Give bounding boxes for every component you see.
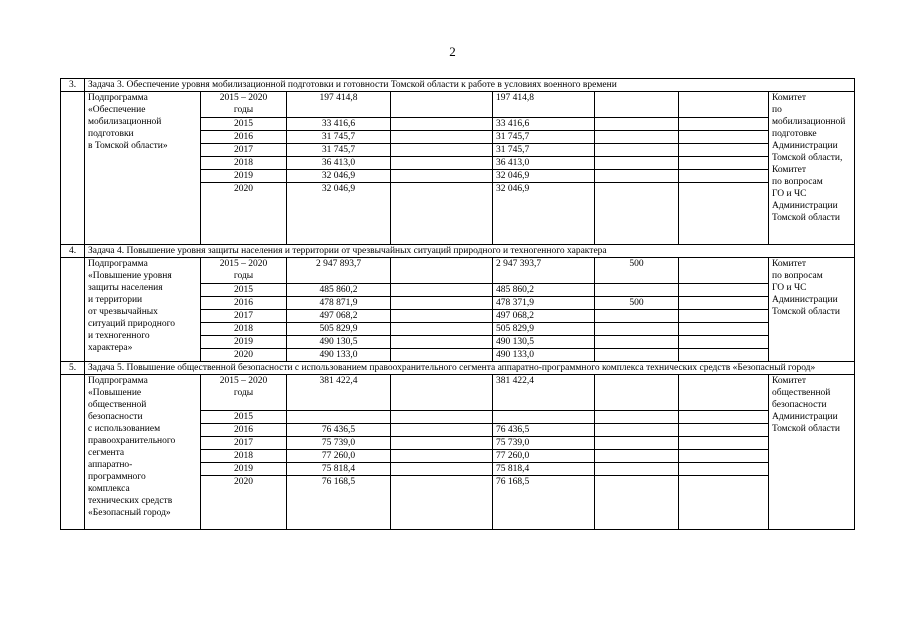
total-cell: 478 871,9 xyxy=(287,297,391,310)
other-cell xyxy=(679,297,769,310)
period-cell: 2015 – 2020 годы xyxy=(201,258,287,284)
local-cell xyxy=(595,144,679,157)
total-cell: 76 168,5 xyxy=(287,476,391,530)
total-cell: 505 829,9 xyxy=(287,323,391,336)
local-cell xyxy=(595,284,679,297)
total-cell: 197 414,8 xyxy=(287,92,391,118)
other-cell xyxy=(679,310,769,323)
other-cell xyxy=(679,450,769,463)
total-cell: 32 046,9 xyxy=(287,183,391,245)
period-cell: 2015 xyxy=(201,118,287,131)
period-cell: 2017 xyxy=(201,144,287,157)
period-cell: 2015 xyxy=(201,411,287,424)
local-cell xyxy=(595,450,679,463)
regional-cell: 197 414,8 xyxy=(493,92,595,118)
task-title: Задача 5. Повышение общественной безопасности с использованием правоохранительного сегмента аппаратно-программного комплекса технических средств «Безопасный город» xyxy=(85,362,855,375)
local-cell xyxy=(595,183,679,245)
page-number: 2 xyxy=(449,44,456,59)
funding-row xyxy=(61,375,855,411)
local-cell xyxy=(595,157,679,170)
funding-row xyxy=(61,258,855,284)
total-cell: 32 046,9 xyxy=(287,170,391,183)
regional-cell: 490 133,0 xyxy=(493,349,595,362)
other-cell xyxy=(679,349,769,362)
period-cell: 2015 xyxy=(201,284,287,297)
period-cell: 2016 xyxy=(201,131,287,144)
period-cell: 2019 xyxy=(201,170,287,183)
local-cell xyxy=(595,424,679,437)
total-cell: 490 133,0 xyxy=(287,349,391,362)
other-cell xyxy=(679,284,769,297)
other-cell xyxy=(679,375,769,411)
period-cell: 2019 xyxy=(201,336,287,349)
total-cell: 75 739,0 xyxy=(287,437,391,450)
executor-cell: Комитет по мобилизационной подготовке Администрации Томской области, Комитет по вопросам ГО и ЧС Администрации Томской области xyxy=(769,92,855,245)
federal-cell xyxy=(391,323,493,336)
period-cell: 2015 – 2020 годы xyxy=(201,375,287,411)
other-cell xyxy=(679,170,769,183)
period-cell: 2019 xyxy=(201,463,287,476)
regional-cell: 33 416,6 xyxy=(493,118,595,131)
local-cell xyxy=(595,118,679,131)
federal-cell xyxy=(391,144,493,157)
other-cell xyxy=(679,258,769,284)
local-cell: 500 xyxy=(595,258,679,284)
period-cell: 2016 xyxy=(201,424,287,437)
local-cell xyxy=(595,336,679,349)
other-cell xyxy=(679,323,769,336)
total-cell: 36 413,0 xyxy=(287,157,391,170)
executor-cell: Комитет общественной безопасности Администрации Томской области xyxy=(769,375,855,530)
total-cell: 33 416,6 xyxy=(287,118,391,131)
federal-cell xyxy=(391,310,493,323)
other-cell xyxy=(679,183,769,245)
task-title: Задача 4. Повышение уровня защиты населения и территории от чрезвычайных ситуаций природного и техногенного характера xyxy=(85,245,855,258)
period-cell: 2015 – 2020 годы xyxy=(201,92,287,118)
federal-cell xyxy=(391,131,493,144)
period-cell: 2020 xyxy=(201,476,287,530)
total-cell: 2 947 893,7 xyxy=(287,258,391,284)
regional-cell: 381 422,4 xyxy=(493,375,595,411)
other-cell xyxy=(679,463,769,476)
other-cell xyxy=(679,92,769,118)
federal-cell xyxy=(391,437,493,450)
number-spacer xyxy=(61,258,85,362)
regional-cell: 485 860,2 xyxy=(493,284,595,297)
local-cell xyxy=(595,411,679,424)
total-cell: 490 130,5 xyxy=(287,336,391,349)
program-funding-table xyxy=(60,78,855,530)
task-number: 3. xyxy=(61,79,85,92)
period-cell: 2018 xyxy=(201,157,287,170)
regional-cell: 505 829,9 xyxy=(493,323,595,336)
local-cell xyxy=(595,131,679,144)
federal-cell xyxy=(391,284,493,297)
federal-cell xyxy=(391,183,493,245)
federal-cell xyxy=(391,170,493,183)
task-row xyxy=(61,79,855,92)
regional-cell: 75 739,0 xyxy=(493,437,595,450)
regional-cell: 2 947 393,7 xyxy=(493,258,595,284)
other-cell xyxy=(679,144,769,157)
federal-cell xyxy=(391,92,493,118)
task-number: 5. xyxy=(61,362,85,375)
federal-cell xyxy=(391,118,493,131)
federal-cell xyxy=(391,336,493,349)
subprogram-name: Подпрограмма «Повышение общественной безопасности с использованием правоохранительного сегмента аппаратно- программного комплекса технических средств «Безопасный город» xyxy=(85,375,201,530)
period-cell: 2017 xyxy=(201,310,287,323)
local-cell: 500 xyxy=(595,297,679,310)
total-cell: 485 860,2 xyxy=(287,284,391,297)
other-cell xyxy=(679,118,769,131)
subprogram-name: Подпрограмма «Обеспечение мобилизационной подготовки в Томской области» xyxy=(85,92,201,245)
task-row xyxy=(61,362,855,375)
regional-cell: 75 818,4 xyxy=(493,463,595,476)
subprogram-name: Подпрограмма «Повышение уровня защиты населения и территории от чрезвычайных ситуаций природного и техногенного характера» xyxy=(85,258,201,362)
federal-cell xyxy=(391,258,493,284)
federal-cell xyxy=(391,375,493,411)
total-cell: 31 745,7 xyxy=(287,131,391,144)
regional-cell: 490 130,5 xyxy=(493,336,595,349)
local-cell xyxy=(595,349,679,362)
other-cell xyxy=(679,157,769,170)
local-cell xyxy=(595,437,679,450)
federal-cell xyxy=(391,463,493,476)
period-cell: 2016 xyxy=(201,297,287,310)
regional-cell: 32 046,9 xyxy=(493,183,595,245)
task-row xyxy=(61,245,855,258)
local-cell xyxy=(595,375,679,411)
other-cell xyxy=(679,476,769,530)
regional-cell: 478 371,9 xyxy=(493,297,595,310)
federal-cell xyxy=(391,411,493,424)
regional-cell: 36 413,0 xyxy=(493,157,595,170)
task-title: Задача 3. Обеспечение уровня мобилизационной подготовки и готовности Томской области к работе в условиях военного времени xyxy=(85,79,855,92)
regional-cell: 497 068,2 xyxy=(493,310,595,323)
local-cell xyxy=(595,323,679,336)
funding-row xyxy=(61,92,855,118)
federal-cell xyxy=(391,476,493,530)
period-cell: 2018 xyxy=(201,323,287,336)
regional-cell xyxy=(493,411,595,424)
total-cell: 75 818,4 xyxy=(287,463,391,476)
federal-cell xyxy=(391,349,493,362)
local-cell xyxy=(595,476,679,530)
total-cell: 77 260,0 xyxy=(287,450,391,463)
regional-cell: 31 745,7 xyxy=(493,131,595,144)
federal-cell xyxy=(391,157,493,170)
federal-cell xyxy=(391,297,493,310)
local-cell xyxy=(595,310,679,323)
executor-cell: Комитет по вопросам ГО и ЧС Администрации Томской области xyxy=(769,258,855,362)
other-cell xyxy=(679,437,769,450)
number-spacer xyxy=(61,92,85,245)
task-number: 4. xyxy=(61,245,85,258)
total-cell: 381 422,4 xyxy=(287,375,391,411)
other-cell xyxy=(679,424,769,437)
period-cell: 2018 xyxy=(201,450,287,463)
total-cell: 76 436,5 xyxy=(287,424,391,437)
regional-cell: 32 046,9 xyxy=(493,170,595,183)
regional-cell: 76 168,5 xyxy=(493,476,595,530)
local-cell xyxy=(595,92,679,118)
period-cell: 2020 xyxy=(201,183,287,245)
regional-cell: 77 260,0 xyxy=(493,450,595,463)
other-cell xyxy=(679,411,769,424)
total-cell xyxy=(287,411,391,424)
total-cell: 497 068,2 xyxy=(287,310,391,323)
number-spacer xyxy=(61,375,85,530)
regional-cell: 76 436,5 xyxy=(493,424,595,437)
regional-cell: 31 745,7 xyxy=(493,144,595,157)
total-cell: 31 745,7 xyxy=(287,144,391,157)
period-cell: 2020 xyxy=(201,349,287,362)
local-cell xyxy=(595,170,679,183)
federal-cell xyxy=(391,424,493,437)
other-cell xyxy=(679,131,769,144)
other-cell xyxy=(679,336,769,349)
federal-cell xyxy=(391,450,493,463)
period-cell: 2017 xyxy=(201,437,287,450)
local-cell xyxy=(595,463,679,476)
